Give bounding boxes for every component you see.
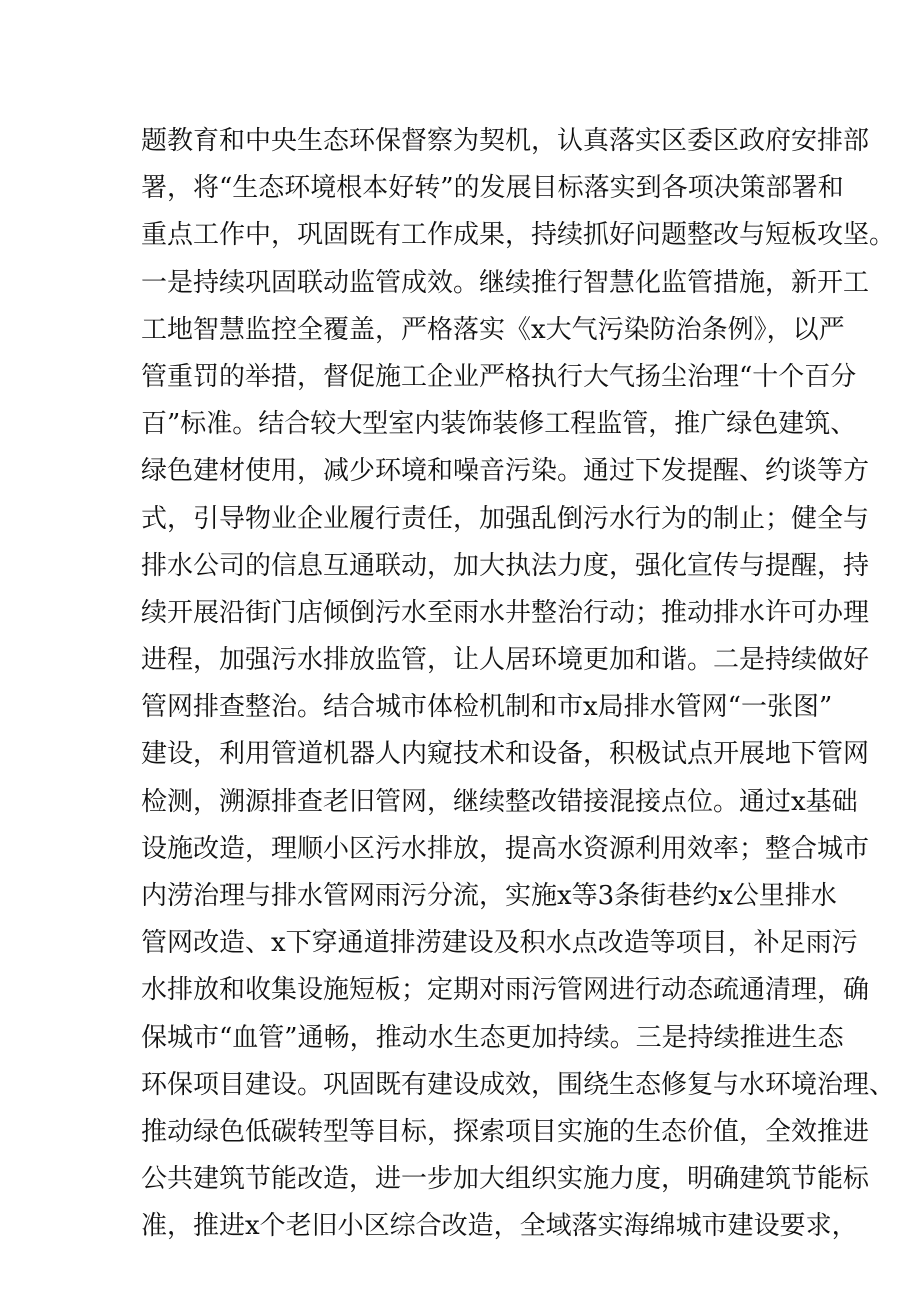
text-line-8: 绿色建材使用，减少环境和噪音污染。通过下发提醒、约谈等方	[141, 456, 870, 487]
text-line-15: 检测，溯源排查老旧管网，继续整改错接混接点位。通过x基础	[141, 786, 858, 817]
text-line-1: 题教育和中央生态环保督察为契机，认真落实区委区政府安排部	[141, 126, 870, 156]
text-line-20: 保城市“血管”通畅，推动水生态更加持续。三是持续推进生态	[141, 1022, 844, 1053]
text-line-13: 管网排查整治。结合城市体检机制和市x局排水管网“一张图”	[141, 692, 833, 723]
text-line-21: 环保项目建设。巩固既有建设成效，围绕生态修复与水环境治理、	[141, 1069, 896, 1100]
text-line-9: 式，引导物业企业履行责任，加强乱倒污水行为的制止；健全与	[141, 503, 870, 534]
text-line-12: 进程，加强污水排放监管，让人居环境更加和谐。二是持续做好	[141, 645, 870, 676]
text-line-2: 署，将“生态环境根本好转”的发展目标落实到各项决策部署和	[141, 173, 844, 204]
text-line-22: 推动绿色低碳转型等目标，探索项目实施的生态价值，全效推进	[141, 1116, 870, 1147]
text-line-6: 管重罚的举措，督促施工企业严格执行大气扬尘治理“十个百分	[141, 361, 857, 392]
text-line-16: 设施改造，理顺小区污水排放，提高水资源利用效率；整合城市	[141, 833, 870, 864]
text-line-14: 建设，利用管道机器人内窥技术和设备，积极试点开展地下管网	[141, 739, 870, 770]
text-line-4: 一是持续巩固联动监管成效。继续推行智慧化监管措施，新开工	[141, 267, 870, 298]
text-line-5: 工地智慧监控全覆盖，严格落实《x大气污染防治条例》，以严	[141, 314, 845, 345]
text-line-17: 内涝治理与排水管网雨污分流，实施x等3条街巷约x公里排水	[141, 881, 837, 911]
body-text	[141, 118, 896, 1251]
text-line-23: 公共建筑节能改造，进一步加大组织实施力度，明确建筑节能标	[141, 1164, 870, 1195]
text-line-24: 准，推进x个老旧小区综合改造，全域落实海绵城市建设要求，	[141, 1211, 858, 1242]
text-line-10: 排水公司的信息互通联动，加大执法力度，强化宣传与提醒，持	[141, 550, 870, 581]
text-line-3: 重点工作中，巩固既有工作成果，持续抓好问题整改与短板攻坚。	[141, 220, 896, 251]
text-line-19: 水排放和收集设施短板；定期对雨污管网进行动态疏通清理，确	[141, 975, 870, 1006]
text-line-18: 管网改造、x下穿通道排涝建设及积水点改造等项目，补足雨污	[141, 928, 858, 959]
text-line-11: 续开展沿街门店倾倒污水至雨水井整治行动；推动排水许可办理	[141, 597, 870, 628]
text-line-7: 百”标准。结合较大型室内装饰装修工程监管，推广绿色建筑、	[141, 409, 857, 440]
